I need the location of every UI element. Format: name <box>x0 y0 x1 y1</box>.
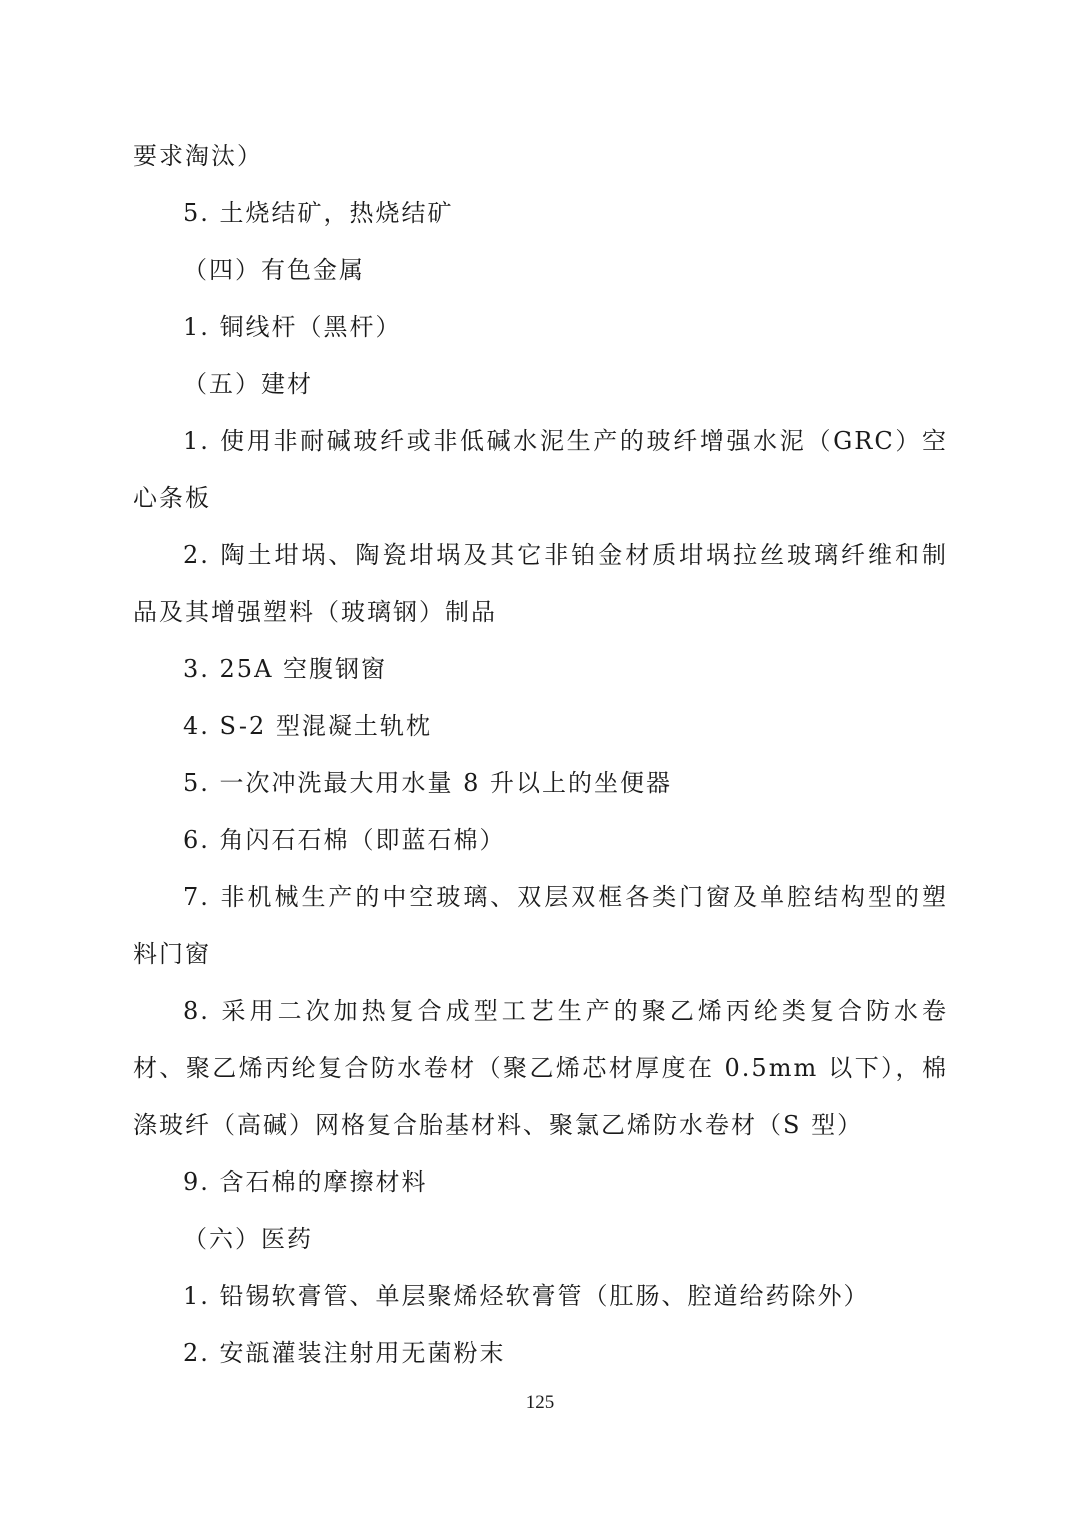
text-line-2: 5. 土烧结矿，热烧结矿 <box>183 199 454 227</box>
text-line-13: 6. 角闪石石棉（即蓝石棉） <box>183 826 506 854</box>
text-line-17: 材、聚乙烯丙纶复合防水卷材（聚乙烯芯材厚度在 0.5mm 以下），棉 <box>133 1054 948 1082</box>
section-heading-medicine: （六）医药 <box>183 1225 313 1253</box>
text-line-22: 2. 安瓿灌装注射用无菌粉末 <box>183 1339 506 1367</box>
text-line-19: 9. 含石棉的摩擦材料 <box>183 1168 428 1196</box>
text-line-4: 1. 铜线杆（黑杆） <box>183 313 402 341</box>
text-line-11: 4. S-2 型混凝土轨枕 <box>183 712 432 740</box>
text-line-9: 品及其增强塑料（玻璃钢）制品 <box>133 598 497 626</box>
section-heading-nonferrous: （四）有色金属 <box>183 256 365 284</box>
text-line-1: 要求淘汰） <box>133 142 263 170</box>
page-number: 125 <box>525 1392 555 1413</box>
text-line-14: 7. 非机械生产的中空玻璃、双层双框各类门窗及单腔结构型的塑 <box>183 883 948 911</box>
text-line-8: 2. 陶土坩埚、陶瓷坩埚及其它非铂金材质坩埚拉丝玻璃纤维和制 <box>183 541 948 569</box>
section-heading-building-materials: （五）建材 <box>183 370 313 398</box>
text-line-7: 心条板 <box>133 484 211 512</box>
text-line-12: 5. 一次冲洗最大用水量 8 升以上的坐便器 <box>183 769 673 797</box>
text-line-15: 料门窗 <box>133 940 211 968</box>
text-line-6: 1. 使用非耐碱玻纤或非低碱水泥生产的玻纤增强水泥（GRC）空 <box>183 427 948 455</box>
text-line-16: 8. 采用二次加热复合成型工艺生产的聚乙烯丙纶类复合防水卷 <box>183 997 948 1025</box>
text-line-18: 涤玻纤（高碱）网格复合胎基材料、聚氯乙烯防水卷材（S 型） <box>133 1111 864 1139</box>
text-line-21: 1. 铅锡软膏管、单层聚烯烃软膏管（肛肠、腔道给药除外） <box>183 1282 870 1310</box>
text-line-10: 3. 25A 空腹钢窗 <box>183 655 388 683</box>
document-body <box>133 128 948 1382</box>
